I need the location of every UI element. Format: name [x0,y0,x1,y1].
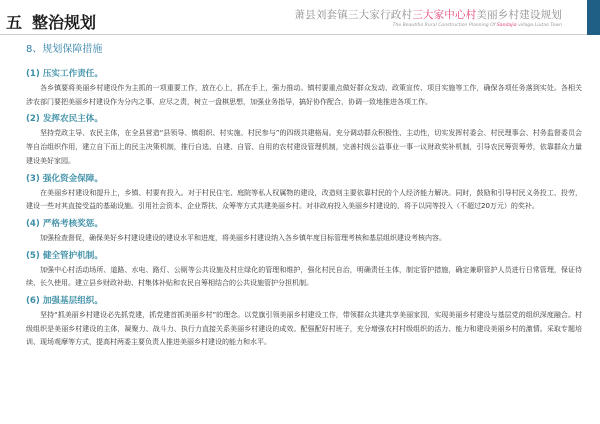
project-brand [294,7,562,28]
measure-body: 坚持“抓美丽乡村建设必先抓党建，抓党建首抓美丽乡村”的理念。以党旗引领美丽乡村建设工作，带领群众共建共享美丽家园，实现美丽乡村建设与基层党的组织深度融合。村级组织是美丽乡村建设的主体，凝聚力、战斗力、执行力直接关系美丽乡村建设的成效。配强配好村班子，充分增强农村村级组织的活力、能力和建设美丽乡村的激情。采取专题培训、现场观摩等方式，提高村两委主要负责人推进美丽乡村建设的能力和水平。 [26,311,582,347]
measure-title: (2) 发挥农民主体。 [26,114,103,125]
measure-item [26,113,582,168]
measure-body: 加强中心村活动场所、道路、水电、路灯、公厕等公共设施及村庄绿化的管理和维护，强化村民自治，明确责任主体，制定管护措施，确定兼职管护人员进行日常管理，保证待续、长久使用。建立县乡财政补助、村集体补贴和农民自筹相结合的公共设施管护分担机制。 [26,265,582,288]
corner-accent-bar [587,0,600,35]
project-subtitle-en [294,23,562,28]
measure-title: (1) 压实工作责任。 [26,69,103,79]
project-subtitle-highlight: Sandajia [496,23,517,28]
measure-body: 加强检查督促，确保美好乡村建设建设的建设水平和进度，将美丽乡村建设纳入各乡镇年度目标管理考核和基层组织建设考核内容。 [40,233,446,242]
measure-title: (5) 健全管护机制。 [26,250,103,261]
project-title-highlight: 三大家中心村 [412,9,477,21]
measure-item [26,68,582,109]
project-subtitle-pre: The Beautiful Rural Construction Planning Of [392,23,497,28]
measure-item [26,218,582,246]
measure-item [26,250,582,291]
project-title-pre: 萧县刘套镇三大家行政村 [294,9,413,21]
measures-list [26,68,582,354]
project-title-post: 美丽乡村建设规划 [476,9,562,21]
measure-item [26,173,582,214]
project-subtitle-post: village,Liutao Town [516,23,562,28]
measure-body: 各乡镇要将美丽乡村建设作为主抓的一项重要工作，放在心上，抓在手上，强力推动。镇村要重点做好群众发动、政策宣传、项目实施等工作，确保各项任务落到实处。各相关涉农部门要把美丽乡村建设作为分内之事、应尽之责，树立一盘棋思想，加强业务指导，搞好协作配合，协调一致地推进各项工作。 [26,84,582,106]
measure-title: (3) 强化资金保障。 [26,173,103,184]
project-title [294,7,562,22]
section-title: 整治规划 [32,13,97,32]
measure-body: 在美丽乡村建设和提升上，乡镇、村要有投入。对于村民住宅、庭院等私人权属物的建设，改造则主要依靠村民的个人经济能力解决。同时，鼓励和引导村民义务投工、投劳，建设一些对其直接受益的基础设施。引用社会资本、企业帮扶、众筹等方式共建美丽乡村。对非政府投入美丽乡村建设的，将予以同等投入（不超过20万元）的奖补。 [26,188,582,211]
section-number: 五 [6,13,23,32]
measure-body: 坚持党政主导、农民主体，在全县营造“县领导、镇组织、村实施、村民参与”的四级共建格局。充分调动群众积极性、主动性，切实发挥村委会、村民理事会、村务监督委员会等自治组织作用，建立自下而上的民主决策机制，推行自选、自建、自管、自用的农村建设管理机制，完善村级公益事业一事一议财政奖补机制，引导农民筹资筹劳，依靠群众力量建设美好家园。 [26,129,582,165]
page-header [0,0,600,34]
header-divider [0,34,587,35]
measure-item [26,295,582,350]
measure-title: (6) 加强基层组织。 [26,296,103,307]
subsection-title: 8、规划保障措施 [26,44,103,55]
measure-title: (4) 严格考核奖惩。 [26,218,103,229]
